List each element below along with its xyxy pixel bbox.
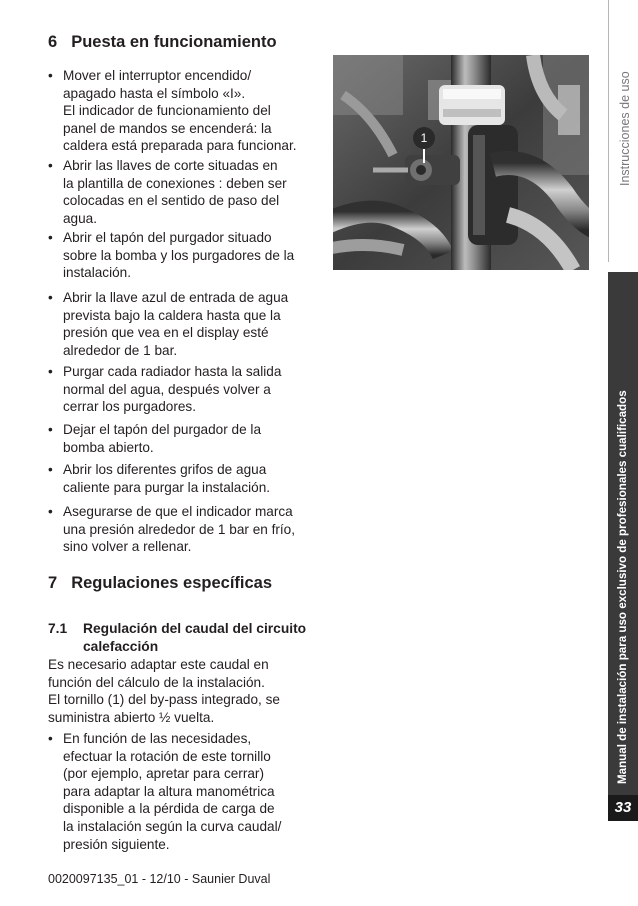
bullet-line: caliente para purgar la instalación. <box>63 479 271 495</box>
bullet-line: colocadas en el sentido de paso del <box>63 193 280 209</box>
bullet-line: Asegurarse de que el indicador marca <box>63 504 293 519</box>
paragraph-line: función del cálculo de la instalación. <box>48 674 265 690</box>
subsection-title-line: Regulación del caudal del circuito <box>83 621 307 636</box>
bullet-line: normal del agua, después volver a <box>63 381 271 397</box>
subsection-number: 7.1 <box>48 621 68 636</box>
section-7-heading <box>48 574 272 593</box>
callout-leader-line <box>423 149 425 163</box>
bullet-line: En función de las necesidades, <box>63 731 252 746</box>
subsection-title-line: calefacción <box>83 638 159 654</box>
bullet-text <box>63 421 313 456</box>
bullet-marker: • <box>48 290 53 305</box>
bullet-line: panel de mandos se encenderá: la <box>63 120 272 136</box>
bullet-line: (por ejemplo, apretar para cerrar) <box>63 766 264 782</box>
bullet-line: efectuar la rotación de este tornillo <box>63 748 271 764</box>
bullet-line: Abrir las llaves de corte situadas en <box>63 158 278 173</box>
bullet-marker: • <box>48 731 53 746</box>
bullet-text <box>63 730 313 853</box>
boiler-photo-graphic <box>333 55 589 270</box>
bullet-line: disponible a la pérdida de carga de <box>63 801 275 817</box>
sidebar-top-label: Instrucciones de uso <box>618 71 632 186</box>
bullet-marker: • <box>48 364 53 379</box>
section-number: 7 <box>48 574 58 592</box>
bullet-line: alrededor de 1 bar. <box>63 342 178 358</box>
section-number: 6 <box>48 33 58 51</box>
bullet-line: sobre la bomba y los purgadores de la <box>63 247 295 263</box>
paragraph-line: Es necesario adaptar este caudal en <box>48 657 269 672</box>
bullet-text <box>63 363 313 416</box>
bullet-line: Dejar el tapón del purgador de la <box>63 422 261 437</box>
bullet-line: presión que vea en el display esté <box>63 325 269 341</box>
sidebar-professional-section <box>608 272 638 795</box>
bullet-line: cerrar los purgadores. <box>63 399 196 415</box>
bullet-line: Abrir el tapón del purgador situado <box>63 230 272 245</box>
callout-label: 1 <box>420 131 428 145</box>
section-6-heading <box>48 33 277 52</box>
bullet-marker: • <box>48 422 53 437</box>
bullet-line: para adaptar la altura manométrica <box>63 783 275 799</box>
bullet-text <box>63 157 313 227</box>
sidebar-main-label: Manual de instalación para uso exclusivo de profesionales cualificados <box>616 390 629 784</box>
page-number: 33 <box>608 795 638 821</box>
bullet-line: Abrir los diferentes grifos de agua <box>63 462 267 477</box>
bullet-line: sino volver a rellenar. <box>63 539 192 555</box>
paragraph-line: suministra abierto ½ vuelta. <box>48 709 215 725</box>
callout-marker <box>413 127 435 149</box>
bullet-line: instalación. <box>63 265 132 281</box>
bullet-line: prevista bajo la caldera hasta que la <box>63 307 281 323</box>
paragraph-line: El tornillo (1) del by-pass integrado, se <box>48 692 280 708</box>
bullet-text <box>63 461 313 496</box>
section-title: Regulaciones específicas <box>71 574 273 592</box>
sidebar-user-section <box>608 0 638 262</box>
bullet-line: agua. <box>63 210 98 226</box>
bullet-line: Abrir la llave azul de entrada de agua <box>63 290 289 305</box>
bullet-text <box>63 289 313 359</box>
bullet-line: bomba abierto. <box>63 439 154 455</box>
bullet-marker: • <box>48 504 53 519</box>
footer-reference: 0020097135_01 - 12/10 - Saunier Duval <box>48 872 271 886</box>
boiler-bypass-photo <box>333 55 589 270</box>
bullet-marker: • <box>48 462 53 477</box>
bullet-text <box>63 503 313 556</box>
bullet-line: apagado hasta el símbolo «I». <box>63 85 246 101</box>
bullet-line: Mover el interruptor encendido/ <box>63 68 252 83</box>
bullet-marker: • <box>48 68 53 83</box>
bullet-text <box>63 229 313 282</box>
bullet-marker: • <box>48 230 53 245</box>
section-title: Puesta en funcionamiento <box>71 33 277 51</box>
bullet-line: la plantilla de conexiones : deben ser <box>63 175 287 191</box>
bullet-line: una presión alrededor de 1 bar en frío, <box>63 521 296 537</box>
bullet-line: El indicador de funcionamiento del <box>63 103 271 119</box>
bullet-line: presión siguiente. <box>63 836 170 852</box>
bullet-marker: • <box>48 158 53 173</box>
bullet-line: caldera está preparada para funcionar. <box>63 138 297 154</box>
bullet-line: Purgar cada radiador hasta la salida <box>63 364 282 379</box>
bullet-line: la instalación según la curva caudal/ <box>63 818 282 834</box>
bullet-text <box>63 67 313 155</box>
section-7-paragraph <box>48 656 280 726</box>
